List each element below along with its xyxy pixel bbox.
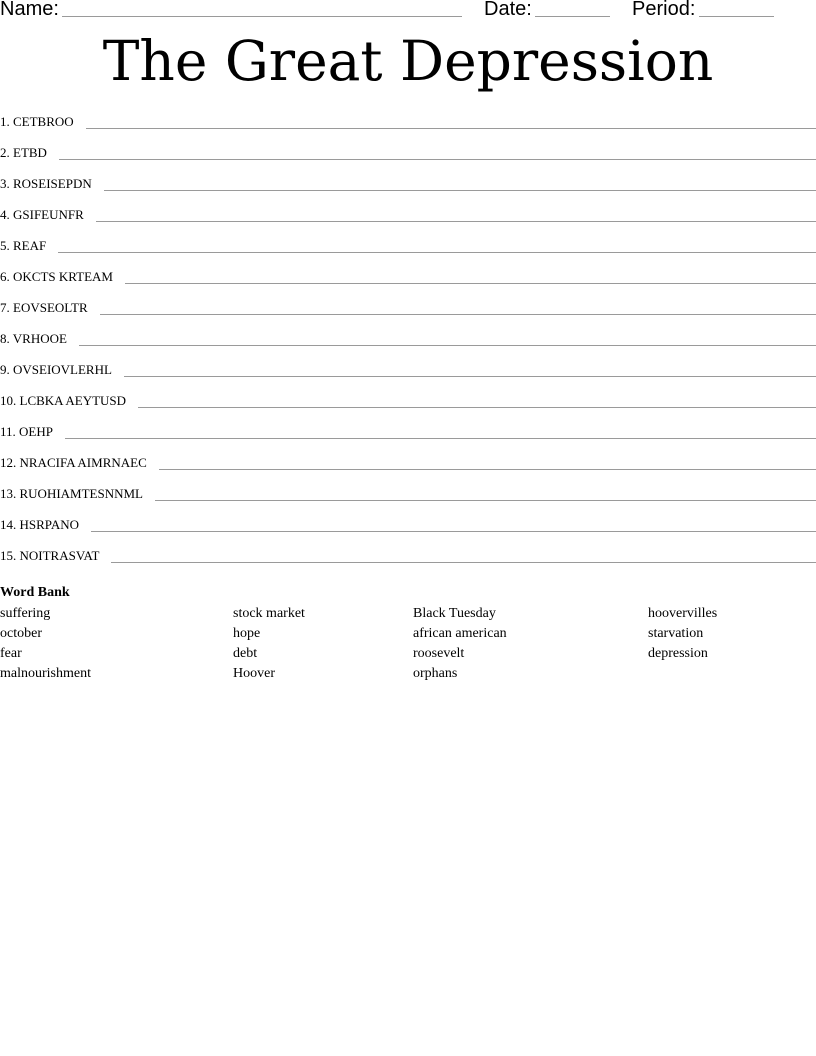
question-row bbox=[0, 515, 816, 546]
answer-field[interactable] bbox=[58, 236, 816, 253]
word-bank-item: starvation bbox=[648, 626, 704, 641]
date-field[interactable] bbox=[535, 16, 610, 17]
period-label: Period: bbox=[632, 0, 696, 20]
question-prompt: 12. NRACIFA AIMRNAEC bbox=[0, 455, 147, 470]
answer-field[interactable] bbox=[91, 515, 816, 532]
question-row bbox=[0, 205, 816, 236]
question-prompt: 10. LCBKA AEYTUSD bbox=[0, 393, 127, 408]
question-row bbox=[0, 174, 816, 205]
question-row bbox=[0, 391, 816, 422]
question-prompt: 2. ETBD bbox=[0, 145, 47, 160]
period-field[interactable] bbox=[699, 16, 774, 17]
word-bank-title: Word Bank bbox=[0, 585, 70, 600]
word-bank-item: malnourishment bbox=[0, 666, 91, 681]
question-row bbox=[0, 422, 816, 453]
word-bank-item: fear bbox=[0, 646, 22, 661]
word-bank bbox=[0, 584, 816, 684]
answer-field[interactable] bbox=[96, 205, 816, 222]
answer-field[interactable] bbox=[159, 453, 816, 470]
word-bank-column bbox=[233, 604, 305, 684]
question-prompt: 9. OVSEIOVLERHL bbox=[0, 362, 112, 377]
word-bank-column bbox=[0, 604, 91, 684]
question-row bbox=[0, 112, 816, 143]
question-prompt: 7. EOVSEOLTR bbox=[0, 300, 88, 315]
word-bank-item: suffering bbox=[0, 606, 51, 621]
name-label: Name: bbox=[0, 0, 59, 20]
answer-field[interactable] bbox=[65, 422, 816, 439]
word-bank-item: stock market bbox=[233, 606, 305, 621]
question-prompt: 8. VRHOOE bbox=[0, 331, 67, 346]
answer-field[interactable] bbox=[59, 143, 816, 160]
date-label: Date: bbox=[484, 0, 532, 20]
word-bank-grid bbox=[0, 604, 816, 684]
student-info-header bbox=[0, 0, 816, 22]
question-row bbox=[0, 453, 816, 484]
question-row bbox=[0, 360, 816, 391]
question-row bbox=[0, 329, 816, 360]
question-row bbox=[0, 267, 816, 298]
question-prompt: 5. REAF bbox=[0, 238, 47, 253]
word-bank-item: Black Tuesday bbox=[413, 606, 496, 621]
question-prompt: 6. OKCTS KRTEAM bbox=[0, 269, 113, 284]
answer-field[interactable] bbox=[104, 174, 816, 191]
answer-field[interactable] bbox=[155, 484, 816, 501]
word-bank-item: depression bbox=[648, 646, 708, 661]
question-prompt: 4. GSIFEUNFR bbox=[0, 207, 84, 222]
word-bank-column bbox=[648, 604, 717, 664]
word-bank-column bbox=[413, 604, 507, 684]
name-field[interactable] bbox=[62, 16, 462, 17]
word-bank-item: hoovervilles bbox=[648, 606, 718, 621]
question-prompt: 1. CETBROO bbox=[0, 114, 74, 129]
word-bank-item: african american bbox=[413, 626, 507, 641]
question-prompt: 13. RUOHIAMTESNNML bbox=[0, 486, 143, 501]
question-prompt: 3. ROSEISEPDN bbox=[0, 176, 92, 191]
answer-field[interactable] bbox=[125, 267, 816, 284]
question-row bbox=[0, 546, 816, 577]
question-row bbox=[0, 298, 816, 329]
answer-field[interactable] bbox=[124, 360, 816, 377]
question-prompt: 11. OEHP bbox=[0, 424, 53, 439]
word-bank-item: Hoover bbox=[233, 666, 275, 681]
word-bank-item: october bbox=[0, 626, 42, 641]
scramble-list bbox=[0, 112, 816, 577]
answer-field[interactable] bbox=[138, 391, 816, 408]
word-bank-item: hope bbox=[233, 626, 261, 641]
word-bank-item: orphans bbox=[413, 666, 458, 681]
question-row bbox=[0, 143, 816, 174]
answer-field[interactable] bbox=[86, 112, 816, 129]
answer-field[interactable] bbox=[100, 298, 816, 315]
answer-field[interactable] bbox=[111, 546, 816, 563]
question-prompt: 14. HSRPANO bbox=[0, 517, 79, 532]
page-title: The Great Depression bbox=[102, 29, 714, 93]
question-row bbox=[0, 484, 816, 515]
word-bank-item: roosevelt bbox=[413, 646, 465, 661]
question-row bbox=[0, 236, 816, 267]
answer-field[interactable] bbox=[79, 329, 816, 346]
word-bank-item: debt bbox=[233, 646, 258, 661]
question-prompt: 15. NOITRASVAT bbox=[0, 548, 100, 563]
